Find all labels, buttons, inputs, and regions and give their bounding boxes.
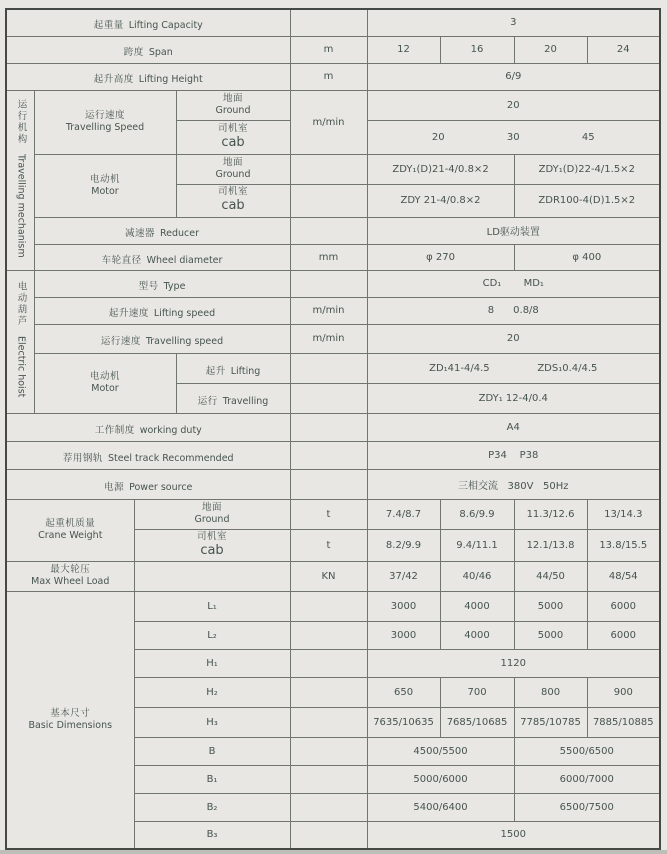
- hoist-lifting-speed-value: 8 0.8/8: [367, 297, 660, 324]
- tm-motor-cab-sublabel: 司机室 cab: [176, 184, 290, 217]
- dim-l1-4: 6000: [587, 591, 660, 621]
- working-duty-label: 工作制度 working duty: [6, 413, 290, 441]
- dim-b-unit: [290, 737, 367, 765]
- dim-l1-2: 4000: [440, 591, 514, 621]
- crane-weight-cab-3: 12.1/13.8: [514, 529, 587, 561]
- tm-cab-speed-1: 20: [431, 131, 445, 143]
- lifting-height-label: 起升高度 Lifting Height: [6, 63, 290, 90]
- max-wheel-load-unit: KN: [290, 561, 367, 591]
- hoist-motor-label: 电动机 Motor: [34, 353, 176, 413]
- crane-weight-cab-2: 9.4/11.1: [440, 529, 514, 561]
- dim-b-label: B: [134, 737, 290, 765]
- lifting-capacity-unit: [290, 9, 367, 36]
- dim-h1-value: 1120: [367, 649, 660, 677]
- dim-h2-label: H₂: [134, 677, 290, 707]
- span-value-2: 16: [440, 36, 514, 63]
- row-tm-motor-ground: [6, 154, 660, 184]
- hoist-motor-travelling-unit: [290, 383, 367, 413]
- dim-h1-unit: [290, 649, 367, 677]
- dim-l1-3: 5000: [514, 591, 587, 621]
- row-crane-weight-ground: [6, 499, 660, 529]
- dim-b2-right: 6500/7500: [514, 793, 660, 821]
- row-hoist-lifting-speed: [6, 297, 660, 324]
- crane-weight-cab-sublabel: 司机室 cab: [134, 529, 290, 561]
- tm-speed-ground-value: 20: [367, 90, 660, 120]
- dim-h2-2: 700: [440, 677, 514, 707]
- max-wheel-load-3: 44/50: [514, 561, 587, 591]
- row-hoist-travelling-speed: [6, 324, 660, 353]
- dim-h2-4: 900: [587, 677, 660, 707]
- row-dim-l1: [6, 591, 660, 621]
- dim-l2-label: L₂: [134, 621, 290, 649]
- tm-motor-cab-right: ZDR100-4(D)1.5×2: [514, 184, 660, 217]
- crane-weight-ground-2: 8.6/9.9: [440, 499, 514, 529]
- reducer-unit: [290, 217, 367, 244]
- span-unit: m: [290, 36, 367, 63]
- dim-l2-4: 6000: [587, 621, 660, 649]
- row-working-duty: [6, 413, 660, 441]
- row-lifting-height: [6, 63, 660, 90]
- hoist-motor-travelling-sublabel: 运行 Travelling: [176, 383, 290, 413]
- hoist-travelling-speed-unit: m/min: [290, 324, 367, 353]
- dim-b3-label: B₃: [134, 821, 290, 849]
- crane-weight-label: 起重机质量 Crane Weight: [6, 499, 134, 561]
- power-source-value: 三相交流 380V 50Hz: [367, 469, 660, 499]
- dim-b1-unit: [290, 765, 367, 793]
- dim-h2-1: 650: [367, 677, 440, 707]
- lifting-capacity-label: 起重量 Lifting Capacity: [6, 9, 290, 36]
- reducer-value: LD驱动装置: [367, 217, 660, 244]
- row-hoist-motor-lifting: [6, 353, 660, 383]
- row-steel-track: [6, 441, 660, 469]
- dim-l1-1: 3000: [367, 591, 440, 621]
- hoist-motor-lifting-sublabel: 起升 Lifting: [176, 353, 290, 383]
- hoist-type-label: 型号 Type: [34, 270, 290, 297]
- hoist-lifting-speed-unit: m/min: [290, 297, 367, 324]
- tm-cab-speed-3: 45: [581, 131, 595, 143]
- crane-weight-ground-4: 13/14.3: [587, 499, 660, 529]
- dim-h3-1: 7635/10635: [367, 707, 440, 737]
- row-max-wheel-load: [6, 561, 660, 591]
- dim-b-right: 5500/6500: [514, 737, 660, 765]
- dim-h1-label: H₁: [134, 649, 290, 677]
- section-travelling-mechanism: [6, 90, 34, 270]
- crane-weight-ground-sublabel: 地面 Ground: [134, 499, 290, 529]
- row-reducer: [6, 217, 660, 244]
- dim-b2-left: 5400/6400: [367, 793, 514, 821]
- dim-h3-3: 7785/10785: [514, 707, 587, 737]
- hoist-type-value: CD₁ MD₁: [367, 270, 660, 297]
- wheel-diameter-unit: mm: [290, 244, 367, 270]
- row-wheel-diameter: [6, 244, 660, 270]
- crane-weight-ground-1: 7.4/8.7: [367, 499, 440, 529]
- tm-motor-cab-unit: [290, 184, 367, 217]
- span-value-4: 24: [587, 36, 660, 63]
- dim-h3-label: H₃: [134, 707, 290, 737]
- tm-speed-cab-values: [367, 120, 660, 154]
- tm-speed-label: 运行速度 Travelling Speed: [34, 90, 176, 154]
- steel-track-value: P34 P38: [367, 441, 660, 469]
- wheel-diameter-right: φ 400: [514, 244, 660, 270]
- electric-hoist-vertical-label: 电动葫芦 Electric hoist: [15, 281, 27, 398]
- tm-motor-cab-left: ZDY 21-4/0.8×2: [367, 184, 514, 217]
- span-value-1: 12: [367, 36, 440, 63]
- row-span: [6, 36, 660, 63]
- wheel-diameter-left: φ 270: [367, 244, 514, 270]
- dim-h3-4: 7885/10885: [587, 707, 660, 737]
- dim-b-left: 4500/5500: [367, 737, 514, 765]
- max-wheel-load-label: 最大轮压 Max Wheel Load: [6, 561, 134, 591]
- hoist-travelling-speed-value: 20: [367, 324, 660, 353]
- hoist-lifting-speed-label: 起升速度 Lifting speed: [34, 297, 290, 324]
- dim-l2-3: 5000: [514, 621, 587, 649]
- row-power-source: [6, 469, 660, 499]
- lifting-height-value: 6/9: [367, 63, 660, 90]
- max-wheel-load-4: 48/54: [587, 561, 660, 591]
- tm-cab-speed-2: 30: [506, 131, 520, 143]
- working-duty-unit: [290, 413, 367, 441]
- tm-motor-ground-right: ZDY₁(D)22-4/1.5×2: [514, 154, 660, 184]
- dim-b1-label: B₁: [134, 765, 290, 793]
- hoist-motor-lifting-unit: [290, 353, 367, 383]
- max-wheel-load-sublabel-empty: [134, 561, 290, 591]
- dim-l2-1: 3000: [367, 621, 440, 649]
- lifting-height-unit: m: [290, 63, 367, 90]
- dim-l1-unit: [290, 591, 367, 621]
- span-label: 跨度 Span: [6, 36, 290, 63]
- crane-weight-cab-1: 8.2/9.9: [367, 529, 440, 561]
- row-lifting-capacity: [6, 9, 660, 36]
- power-source-unit: [290, 469, 367, 499]
- hoist-motor-travelling-value: ZDY₁ 12-4/0.4: [367, 383, 660, 413]
- steel-track-label: 荐用钢轨 Steel track Recommended: [6, 441, 290, 469]
- dim-b3-unit: [290, 821, 367, 849]
- dim-l2-unit: [290, 621, 367, 649]
- dim-b1-left: 5000/6000: [367, 765, 514, 793]
- tm-motor-ground-unit: [290, 154, 367, 184]
- row-tm-speed-ground: [6, 90, 660, 120]
- tm-motor-ground-sublabel: 地面 Ground: [176, 154, 290, 184]
- crane-weight-ground-unit: t: [290, 499, 367, 529]
- crane-spec-table: [5, 8, 661, 850]
- hoist-travelling-speed-label: 运行速度 Travelling speed: [34, 324, 290, 353]
- power-source-label: 电源 Power source: [6, 469, 290, 499]
- wheel-diameter-label: 车轮直径 Wheel diameter: [34, 244, 290, 270]
- scan-edge-artifact: [0, 850, 667, 854]
- working-duty-value: A4: [367, 413, 660, 441]
- dim-h3-2: 7685/10685: [440, 707, 514, 737]
- dim-h3-unit: [290, 707, 367, 737]
- dim-l2-2: 4000: [440, 621, 514, 649]
- dim-l1-label: L₁: [134, 591, 290, 621]
- steel-track-unit: [290, 441, 367, 469]
- hoist-motor-lifting-value: ZD₁41-4/4.5 ZDS₁0.4/4.5: [367, 353, 660, 383]
- dim-b1-right: 6000/7000: [514, 765, 660, 793]
- tm-motor-ground-left: ZDY₁(D)21-4/0.8×2: [367, 154, 514, 184]
- tm-speed-unit: m/min: [290, 90, 367, 154]
- lifting-capacity-value: 3: [367, 9, 660, 36]
- dim-b2-label: B₂: [134, 793, 290, 821]
- max-wheel-load-1: 37/42: [367, 561, 440, 591]
- tm-speed-cab-sublabel: 司机室 cab: [176, 120, 290, 154]
- dim-h2-3: 800: [514, 677, 587, 707]
- row-hoist-type: [6, 270, 660, 297]
- max-wheel-load-2: 40/46: [440, 561, 514, 591]
- dim-b3-value: 1500: [367, 821, 660, 849]
- tm-motor-label: 电动机 Motor: [34, 154, 176, 217]
- reducer-label: 减速器 Reducer: [34, 217, 290, 244]
- crane-weight-cab-unit: t: [290, 529, 367, 561]
- dim-h2-unit: [290, 677, 367, 707]
- crane-weight-ground-3: 11.3/12.6: [514, 499, 587, 529]
- crane-weight-cab-4: 13.8/15.5: [587, 529, 660, 561]
- travelling-mechanism-vertical-label: 运行机构 Travelling mechanism: [15, 98, 27, 258]
- dim-b2-unit: [290, 793, 367, 821]
- section-electric-hoist: [6, 270, 34, 413]
- span-value-3: 20: [514, 36, 587, 63]
- hoist-type-unit: [290, 270, 367, 297]
- tm-speed-ground-sublabel: 地面 Ground: [176, 90, 290, 120]
- basic-dimensions-label: 基本尺寸 Basic Dimensions: [6, 591, 134, 849]
